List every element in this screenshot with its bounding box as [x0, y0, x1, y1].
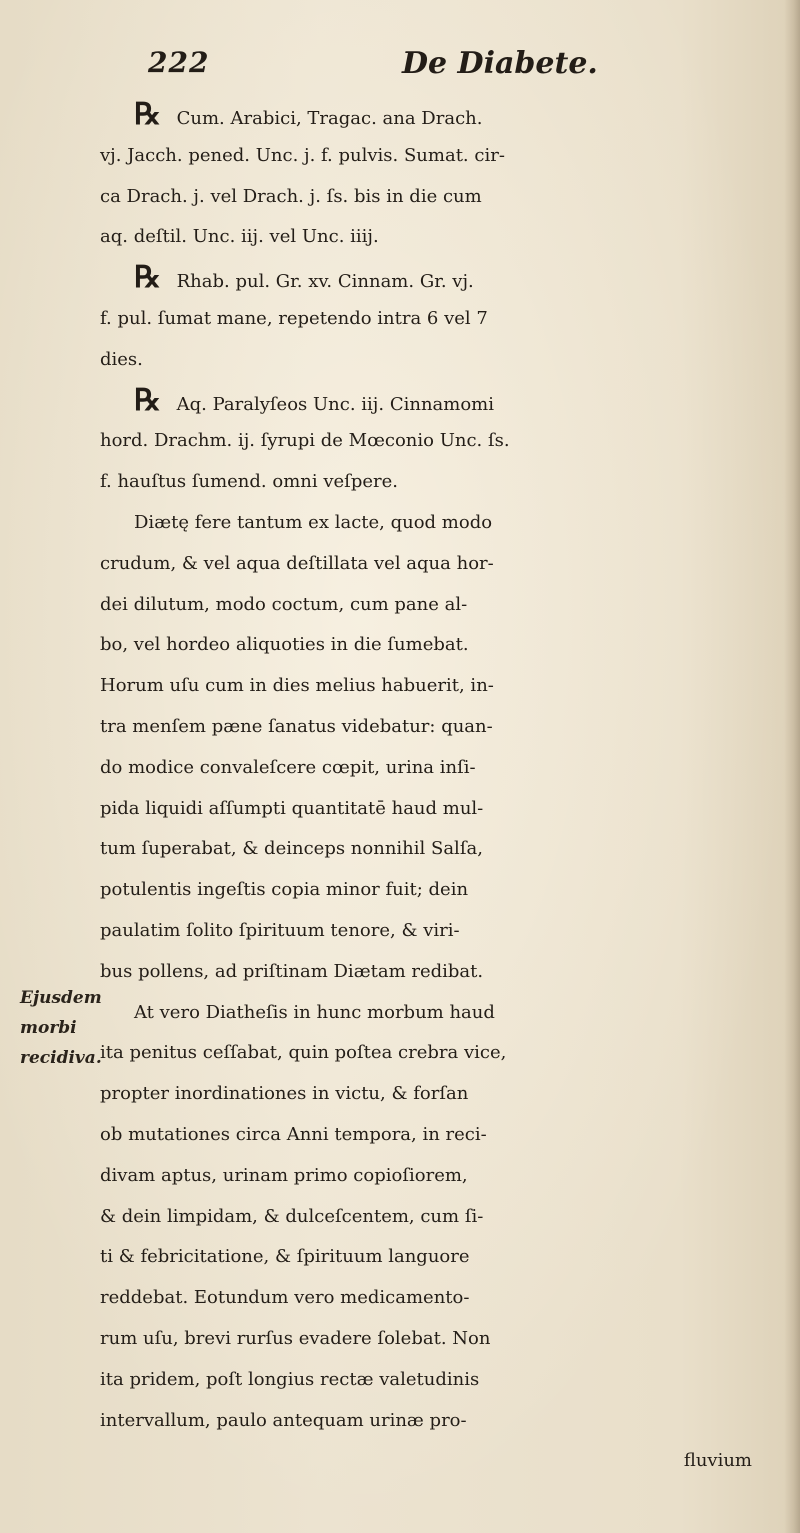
recipe-text: Cum. Arabici, Tragac. ana Drach. [170, 108, 483, 129]
margin-note-line: recidiva. [20, 1048, 102, 1068]
text-line: Horum uſu cum in dies melius habuerit, in- [100, 675, 494, 697]
page-header [140, 46, 660, 86]
text-line: At vero Diatheſis in hunc morbum haud [134, 1001, 495, 1023]
body-text [100, 95, 780, 1482]
text-line [100, 381, 780, 422]
margin-note-line: morbi [20, 1018, 77, 1038]
recipe-text: Aq. Paralyſeos Unc. iij. Cinnamomi [170, 393, 495, 415]
text-line: divam aptus, urinam primo copioſiorem, [100, 1164, 468, 1186]
recipe-symbol-icon: ℞ [134, 382, 161, 418]
page-edge-shadow [784, 0, 800, 1533]
text-line: crudum, & vel aqua deſtillata vel aqua hor- [100, 552, 494, 574]
text-line: tum ſuperabat, & deinceps nonnihil Salſa, [100, 838, 483, 860]
text-line: intervallum, paulo antequam urinæ pro- [100, 1409, 467, 1431]
text-line: pida liquidi aſſumpti quantitatē haud mul- [100, 797, 484, 819]
text-line: ita pridem, poſt longius rectæ valetudinis [100, 1368, 480, 1390]
text-line: potulentis ingeſtis copia minor fuit; dein [100, 879, 469, 901]
text-line: do modice convaleſcere cœpit, urina inſi- [100, 756, 476, 778]
recipe-symbol-icon: ℞ [134, 260, 161, 296]
text-line: dei dilutum, modo coctum, cum pane al- [100, 593, 468, 615]
text-line: bo, vel hordeo aliquoties in die ſumebat. [100, 634, 469, 656]
text-line: propter inordinationes in victu, & forſan [100, 1083, 469, 1105]
text-line: tra menſem pæne ſanatus videbatur: quan- [100, 715, 493, 737]
text-line: & dein limpidam, & dulceſcentem, cum ſi- [100, 1205, 484, 1227]
text-line: f. hauſtus ſumend. omni veſpere. [100, 471, 398, 493]
recipe-text: Rhab. pul. Gr. xv. Cinnam. Gr. vj. [170, 271, 474, 293]
text-line: bus pollens, ad priſtinam Diætam redibat. [100, 960, 484, 982]
text-line: Diætę fere tantum ex lacte, quod modo [134, 511, 493, 533]
text-line: fluvium [683, 1450, 752, 1472]
text-line: rum uſu, brevi rurſus evadere ſolebat. Non [100, 1327, 491, 1349]
recipe-symbol-icon: ℞ [134, 97, 161, 132]
text-line [100, 95, 780, 136]
page-number: 222 [148, 46, 210, 79]
text-line: dies. [100, 348, 143, 370]
running-title: De Diabete. [402, 46, 598, 81]
text-line: ob mutationes circa Anni tempora, in reci- [100, 1123, 487, 1145]
text-line: f. pul. ſumat mane, repetendo intra 6 vel 7 [100, 307, 488, 329]
text-line: vj. Jacch. pened. Unc. j. f. pulvis. Sumat. cir- [100, 144, 505, 166]
text-line: reddebat. Eotundum vero medicamento- [100, 1287, 470, 1309]
text-line: ti & febricitatione, & ſpirituum languore [100, 1246, 470, 1268]
margin-note [20, 983, 110, 1073]
text-line: paulatim ſolito ſpirituum tenore, & viri- [100, 919, 460, 941]
text-line: hord. Drachm. ij. ſyrupi de Mœconio Unc. ſs. [100, 430, 510, 452]
text-line: ita penitus ceſſabat, quin poſtea crebra vice, [100, 1042, 507, 1064]
text-line: aq. deſtil. Unc. iij. vel Unc. iiij. [100, 226, 379, 248]
margin-note-line: Ejusdem [20, 988, 102, 1008]
text-line [100, 258, 780, 299]
text-line: ca Drach. j. vel Drach. j. ſs. bis in die cum [100, 185, 482, 207]
